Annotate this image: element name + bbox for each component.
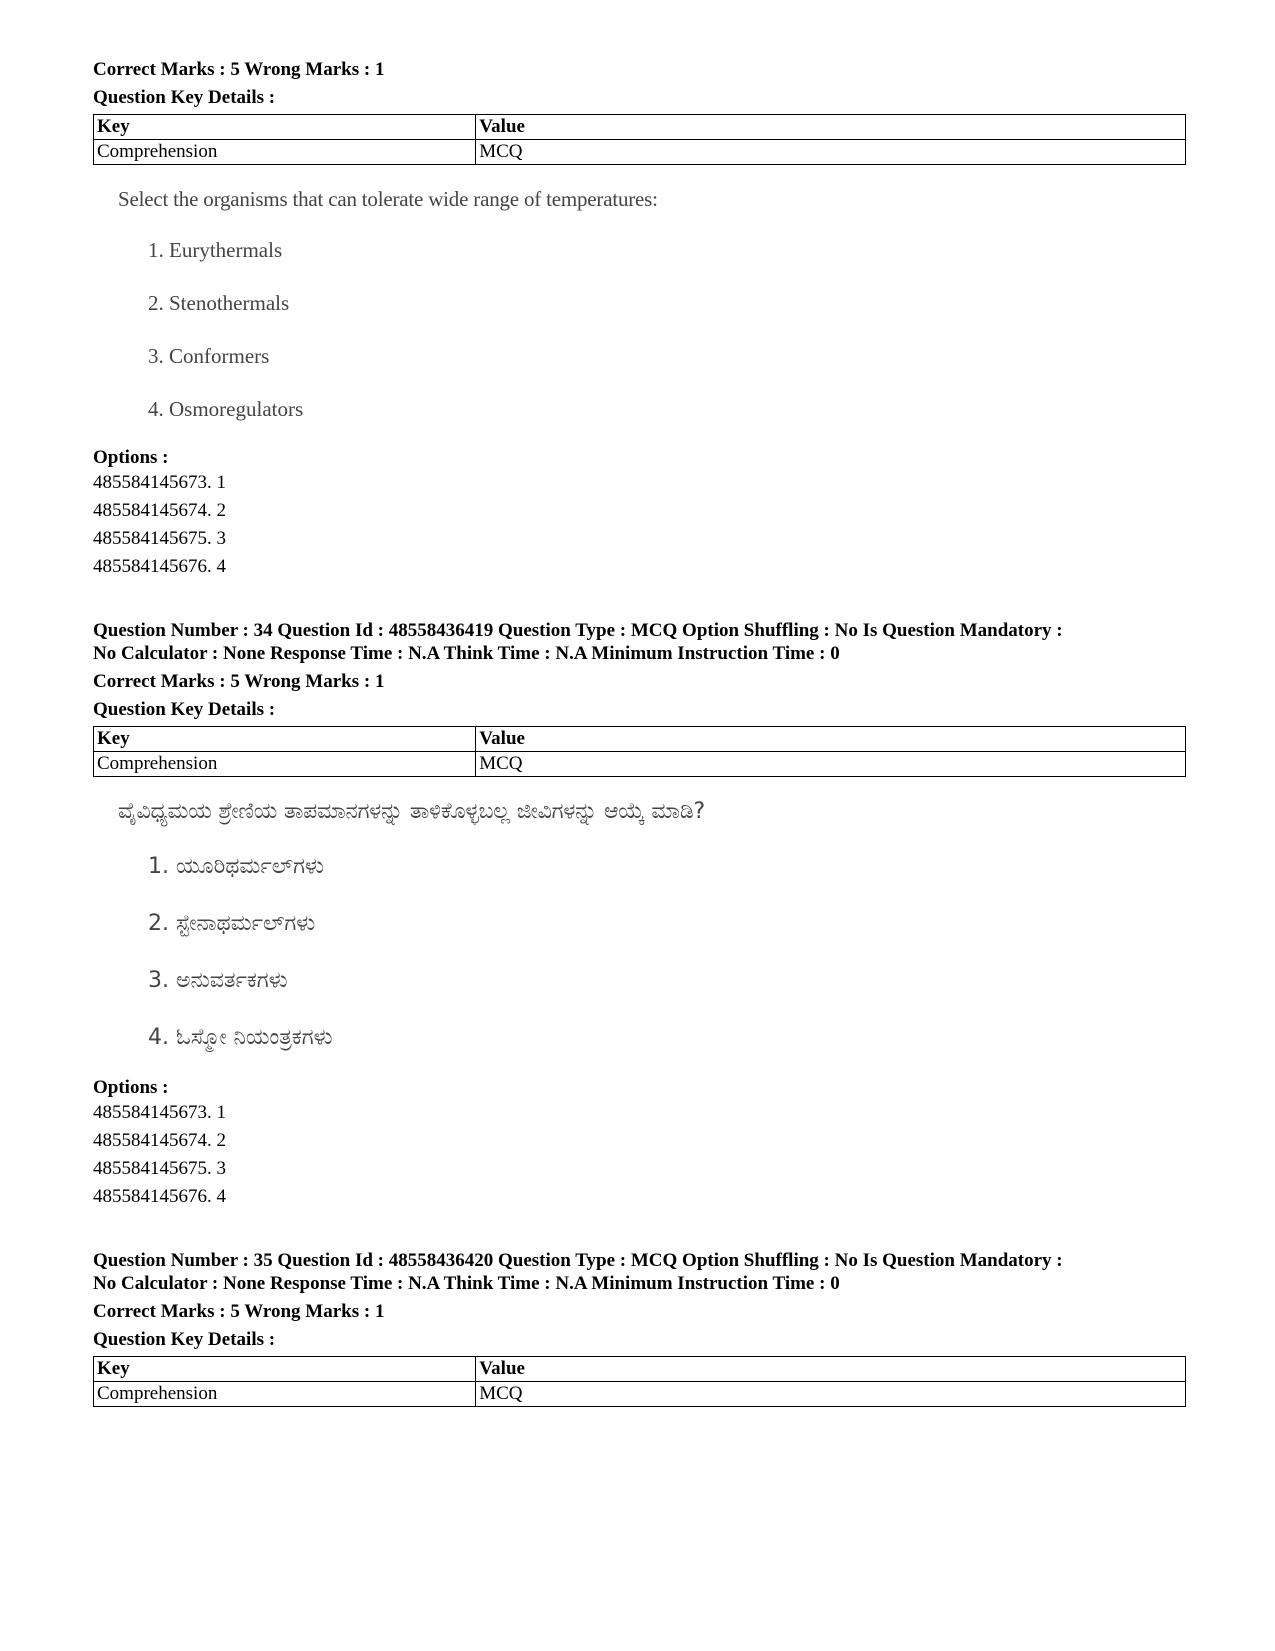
question-block-33 [93,58,1186,581]
option-line: 485584145674. 2 [93,1130,226,1151]
table-row [94,752,1186,777]
table-header-value: Value [476,115,1186,140]
table-header-key: Key [94,1357,476,1382]
marks-line: Correct Marks : 5 Wrong Marks : 1 [93,1301,385,1322]
question-image [118,799,1186,1050]
option-line: 485584145676. 4 [93,1186,226,1207]
table-header-row [94,115,1186,140]
key-details-label: Question Key Details : [93,1329,276,1350]
marks-line: Correct Marks : 5 Wrong Marks : 1 [93,59,385,80]
key-details-label: Question Key Details : [93,699,276,720]
table-cell-key: Comprehension [94,752,476,777]
option-line: 485584145673. 1 [93,472,226,493]
question-item: 4. ಓಸ್ಮೋ ನಿಯಂತ್ರಕಗಳು [148,1025,333,1050]
question-item: 2. ಸ್ಟೇನಾಥರ್ಮಲ್‌ಗಳು [148,911,316,936]
option-line: 485584145675. 3 [93,528,226,549]
question-stem: ವೈವಿಧ್ಯಮಯ ಶ್ರೇಣಿಯ ತಾಪಮಾನಗಳನ್ನು ತಾಳಿಕೊಳ್ಳಬಲ್ಲ ಜೀವಿಗಳನ್ನು ಆಯ್ಕೆ ಮಾಡಿ? [118,799,705,824]
table-cell-key: Comprehension [94,1382,476,1407]
table-cell-value: MCQ [476,752,1186,777]
option-line: 485584145673. 1 [93,1102,226,1123]
question-block-35 [93,1249,1186,1407]
table-row [94,1382,1186,1407]
key-details-table [93,726,1186,777]
question-header-line1: Question Number : 35 Question Id : 48558436420 Question Type : MCQ Option Shuffling : No Is Question Mandatory : [93,1250,1063,1271]
option-line: 485584145676. 4 [93,556,226,577]
option-line: 485584145674. 2 [93,500,226,521]
table-header-key: Key [94,727,476,752]
key-details-table [93,114,1186,165]
question-header-line2: No Calculator : None Response Time : N.A Think Time : N.A Minimum Instruction Time : 0 [93,643,840,664]
table-header-value: Value [476,1357,1186,1382]
key-details-label: Question Key Details : [93,87,276,108]
question-header-line1: Question Number : 34 Question Id : 48558436419 Question Type : MCQ Option Shuffling : No Is Question Mandatory : [93,620,1063,641]
question-image [118,187,1186,422]
options-label: Options : [93,447,169,468]
question-block-34 [93,619,1186,1211]
table-row [94,140,1186,165]
question-header-line2: No Calculator : None Response Time : N.A Think Time : N.A Minimum Instruction Time : 0 [93,1273,840,1294]
marks-line: Correct Marks : 5 Wrong Marks : 1 [93,671,385,692]
table-cell-value: MCQ [476,140,1186,165]
table-cell-key: Comprehension [94,140,476,165]
table-header-row [94,1357,1186,1382]
question-item: 1. Eurythermals [148,238,283,262]
question-stem: Select the organisms that can tolerate wide range of temperatures: [118,187,658,211]
document-page [93,58,1186,1407]
question-item: 2. Stenothermals [148,291,290,315]
option-line: 485584145675. 3 [93,1158,226,1179]
question-item: 3. ಅನುವರ್ತಕಗಳು [148,968,288,993]
question-item: 4. Osmoregulators [148,397,304,421]
options-label: Options : [93,1077,169,1098]
question-item: 1. ಯೂರಿಥರ್ಮಲ್‌ಗಳು [148,854,324,879]
key-details-table [93,1356,1186,1407]
table-header-value: Value [476,727,1186,752]
table-header-row [94,727,1186,752]
question-item: 3. Conformers [148,344,270,368]
table-cell-value: MCQ [476,1382,1186,1407]
table-header-key: Key [94,115,476,140]
